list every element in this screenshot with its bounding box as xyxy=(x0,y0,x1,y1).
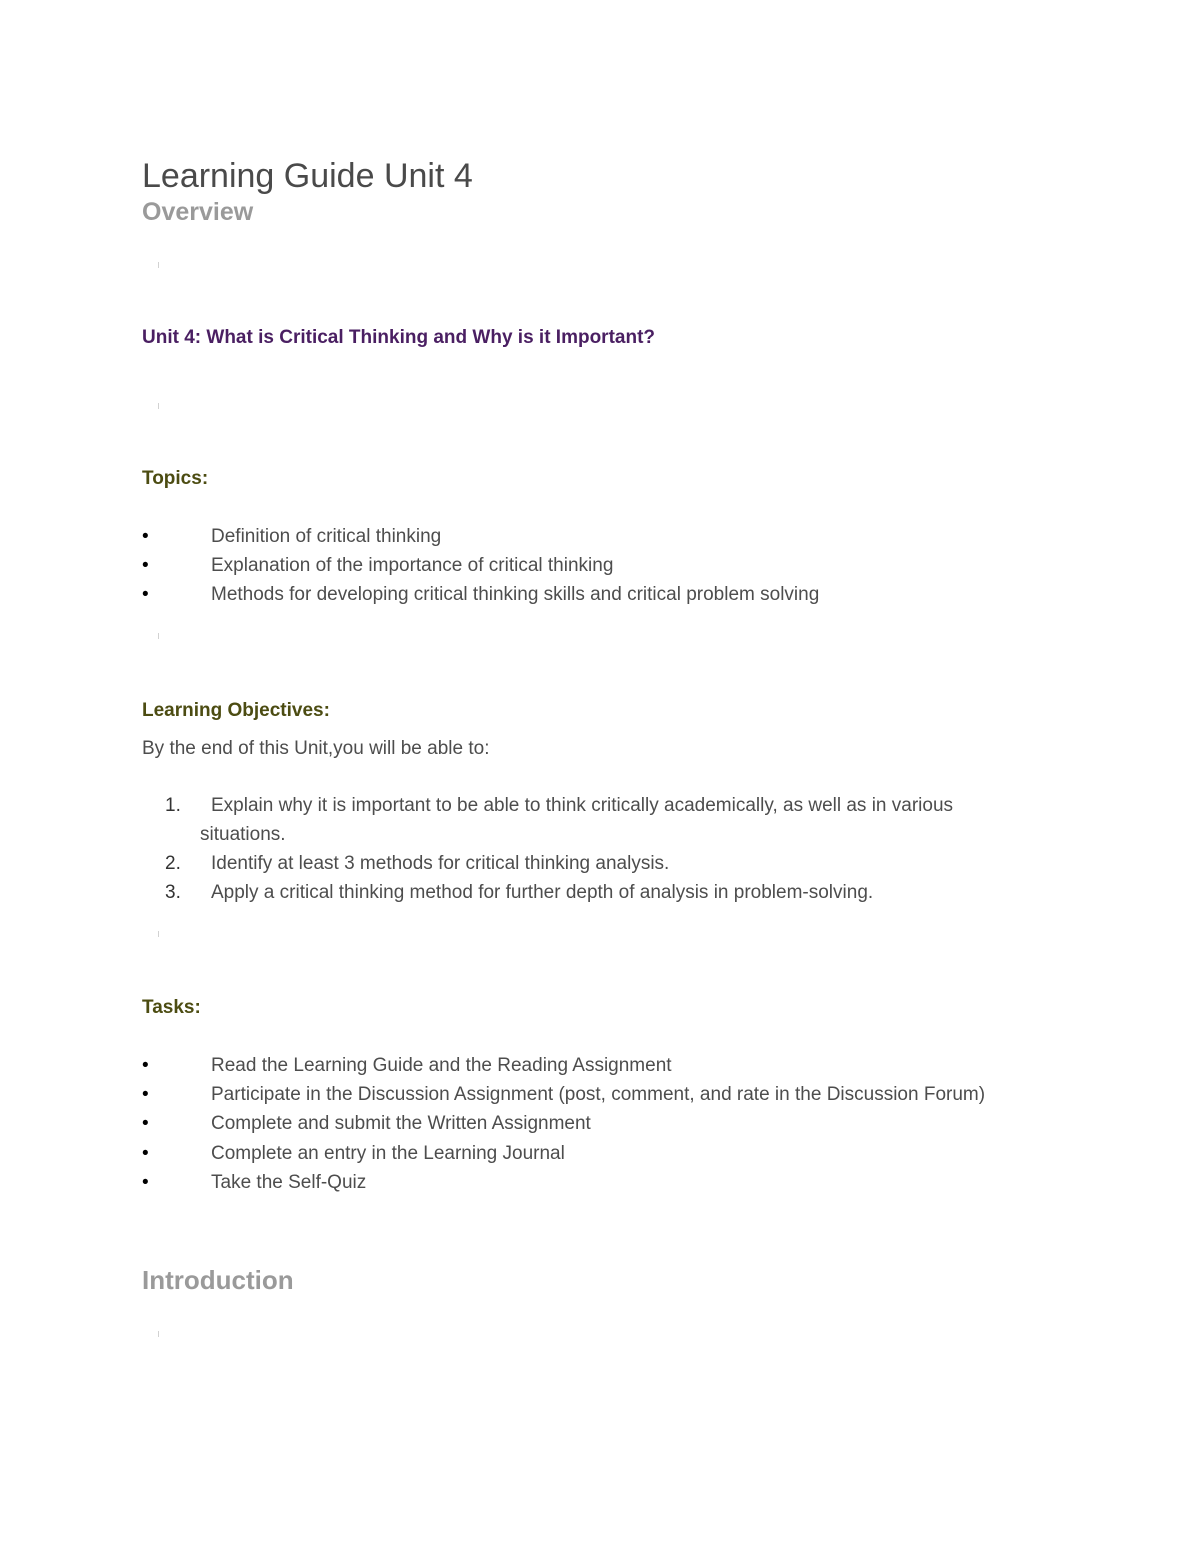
list-item xyxy=(142,1112,1142,1136)
paragraph-marker xyxy=(158,633,159,639)
topics-heading: Topics: xyxy=(142,468,209,489)
objective-text: Explain why it is important to be able to think critically academically, as well as in various xyxy=(211,795,954,816)
topic-text: Definition of critical thinking xyxy=(211,526,442,547)
bullet-icon: • xyxy=(142,1143,149,1164)
tasks-heading: Tasks: xyxy=(142,997,201,1018)
task-text: Take the Self-Quiz xyxy=(211,1172,367,1193)
bullet-icon: • xyxy=(142,1113,149,1134)
paragraph-marker xyxy=(158,1331,159,1337)
paragraph-marker xyxy=(158,403,159,409)
list-item xyxy=(142,1171,1142,1195)
list-item xyxy=(142,881,1142,905)
list-number: 1. xyxy=(165,795,181,816)
objective-text: Apply a critical thinking method for further depth of analysis in problem-solving. xyxy=(211,882,874,903)
objectives-intro: By the end of this Unit,you will be able to: xyxy=(142,738,490,759)
bullet-icon: • xyxy=(142,584,149,605)
bullet-icon: • xyxy=(142,1172,149,1193)
list-item xyxy=(142,852,1142,876)
task-text: Complete an entry in the Learning Journal xyxy=(211,1143,565,1164)
page-subtitle: Overview xyxy=(142,198,254,226)
list-item xyxy=(142,583,1142,607)
paragraph-marker xyxy=(158,262,159,268)
topic-text: Methods for developing critical thinking skills and critical problem solving xyxy=(211,584,820,605)
bullet-icon: • xyxy=(142,1055,149,1076)
unit-heading: Unit 4: What is Critical Thinking and Why is it Important? xyxy=(142,327,656,348)
list-item xyxy=(142,525,1142,549)
task-text: Participate in the Discussion Assignment (post, comment, and rate in the Discussion Forum) xyxy=(211,1084,986,1105)
objective-text-continued: situations. xyxy=(200,824,286,845)
objectives-heading: Learning Objectives: xyxy=(142,700,330,721)
page-title: Learning Guide Unit 4 xyxy=(142,157,473,195)
list-number: 2. xyxy=(165,853,181,874)
task-text: Complete and submit the Written Assignment xyxy=(211,1113,591,1134)
task-text: Read the Learning Guide and the Reading Assignment xyxy=(211,1055,672,1076)
list-item xyxy=(142,1083,1142,1107)
bullet-icon: • xyxy=(142,1084,149,1105)
objective-text: Identify at least 3 methods for critical thinking analysis. xyxy=(211,853,670,874)
list-item xyxy=(142,794,1142,848)
introduction-heading: Introduction xyxy=(142,1265,294,1295)
bullet-icon: • xyxy=(142,526,149,547)
list-item xyxy=(142,1142,1142,1166)
paragraph-marker xyxy=(158,931,159,937)
topic-text: Explanation of the importance of critical thinking xyxy=(211,555,614,576)
list-item xyxy=(142,554,1142,578)
bullet-icon: • xyxy=(142,555,149,576)
list-number: 3. xyxy=(165,882,181,903)
list-item xyxy=(142,1054,1142,1078)
